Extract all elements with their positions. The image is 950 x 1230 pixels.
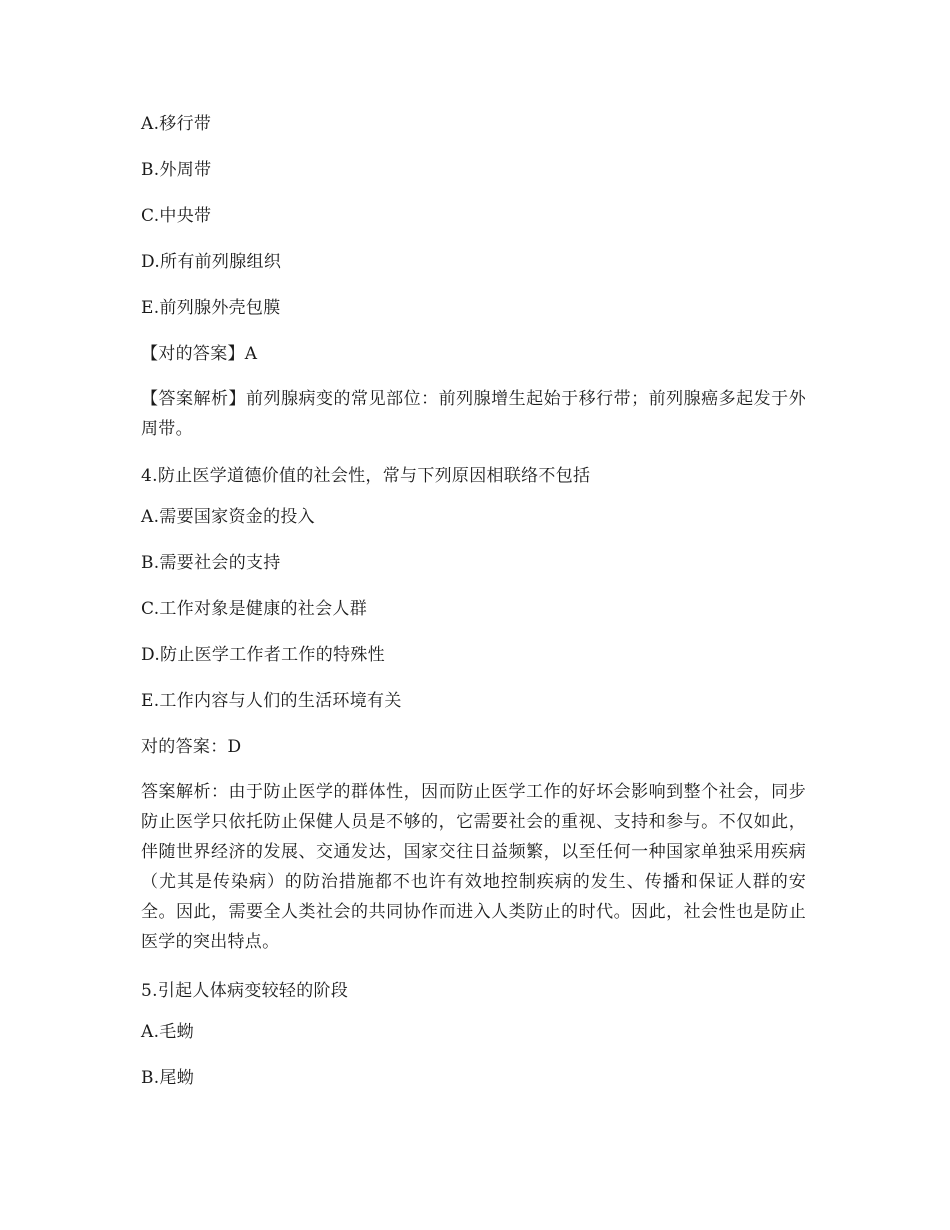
q3-option-d: D.所有前列腺组织 [141, 252, 282, 272]
q5-option-a: A.毛蚴 [141, 1022, 194, 1042]
q4-option-b: B.需要社会的支持 [141, 553, 281, 573]
q3-explanation: 【答案解析】前列腺病变的常见部位：前列腺增生起始于移行带；前列腺癌多起发于外周带。 [141, 389, 806, 439]
q3-answer: 【对的答案】A [141, 344, 258, 364]
q4-option-a: A.需要国家资金的投入 [141, 507, 315, 527]
q4-option-c: C.工作对象是健康的社会人群 [141, 599, 368, 619]
q5-option-b: B.尾蚴 [141, 1068, 195, 1088]
q4-option-d: D.防止医学工作者工作的特殊性 [141, 645, 385, 665]
q5-question: 5.引起人体病变较轻的阶段 [141, 981, 349, 1001]
q3-option-e: E.前列腺外壳包膜 [141, 298, 281, 318]
q3-option-a: A.移行带 [141, 114, 212, 134]
q4-question: 4.防止医学道德价值的社会性，常与下列原因相联络不包括 [141, 466, 591, 486]
q4-explanation: 答案解析：由于防止医学的群体性，因而防止医学工作的好坏会影响到整个社会，同步防止医学只依托防止保健人员是不够的，它需要社会的重视、支持和参与。不仅如此，伴随世界经济的发展、交通发达，国家交往日益频繁，以至任何一种国家单独采用疾病（尤其是传染病）的防治措施都不也许有效地控制疾病的发生、传播和保证人群的安全。因此，需要全人类社会的共同协作而进入人类防止的时代。因此，社会性也是防止医学的突出特点。 [141, 782, 806, 952]
q4-answer: 对的答案：D [141, 737, 242, 757]
q3-option-b: B.外周带 [141, 160, 212, 180]
q3-option-c: C.中央带 [141, 206, 212, 226]
q4-option-e: E.工作内容与人们的生活环境有关 [141, 691, 402, 711]
